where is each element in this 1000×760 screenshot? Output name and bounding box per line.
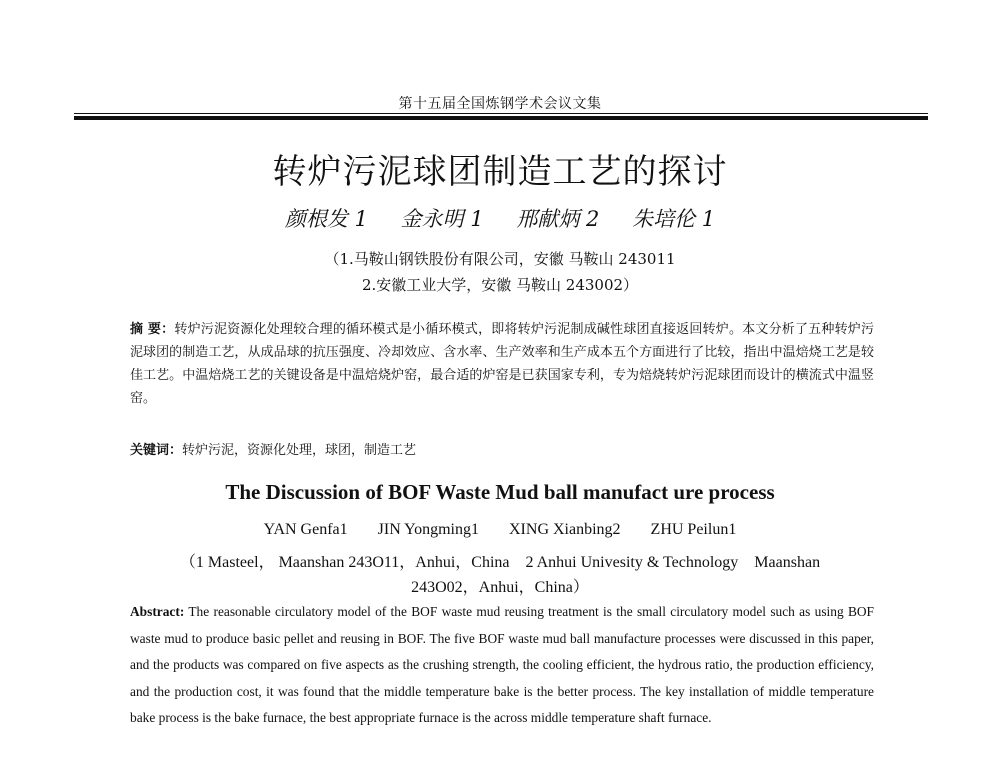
keywords-cn-text: 转炉污泥，资源化处理，球团，制造工艺: [182, 443, 417, 458]
author-en: JIN Yongming1: [377, 521, 479, 538]
abstract-cn-text: 转炉污泥资源化处理较合理的循环模式是小循环模式，即将转炉污泥制成碱性球团直接返回转炉。本文分析了五种转炉污泥球团的制造工艺，从成品球的抗压强度、冷却效应、含水率、生产效率和生产成本五个方面进行了比较，指出中温焙烧工艺是较佳工艺。中温焙烧工艺的关键设备是中温焙烧炉窑，最合适的炉窑是已获国家专利，专为焙烧转炉污泥球团而设计的横流式中温竖窑。: [130, 322, 874, 406]
abstract-en-label: Abstract:: [130, 604, 185, 619]
author-en: YAN Genfa1: [263, 521, 348, 538]
header-rule-thin: [74, 113, 928, 114]
affiliation-cn-line2: 2.安徽工业大学，安徽 马鞍山 243002）: [361, 276, 639, 294]
authors-english: [0, 521, 1000, 539]
author-cn: 邢献炳 2: [516, 207, 600, 231]
abstract-cn-label: 摘 要：: [130, 322, 175, 337]
author-cn: 金永明 1: [400, 207, 484, 231]
title-english: The Discussion of BOF Waste Mud ball manufact ure process: [225, 480, 775, 504]
affiliation-en-line2: 243O02，Anhui，China）: [411, 579, 589, 596]
authors-chinese: [0, 203, 1000, 233]
title-chinese: 转炉污泥球团制造工艺的探讨: [272, 152, 728, 192]
running-head: 第十五届全国炼钢学术会议文集: [398, 96, 602, 112]
abstract-english: [130, 599, 874, 732]
affiliation-en-line1: （1 Masteel， Maanshan 243O11，Anhui，China 2 Anhui Univesity & Technology Maanshan: [179, 554, 821, 571]
header-rule-thick: [74, 116, 928, 120]
keywords-cn-label: 关键词：: [130, 443, 183, 458]
keywords-chinese: [130, 439, 874, 462]
author-cn: 颜根发 1: [284, 207, 368, 231]
abstract-chinese: [130, 318, 874, 410]
affiliation-cn-line1: （1.马鞍山钢铁股份有限公司，安徽 马鞍山 243011: [324, 250, 676, 268]
author-en: ZHU Peilun1: [650, 521, 737, 538]
author-cn: 朱培伦 1: [632, 207, 716, 231]
abstract-en-text: The reasonable circulatory model of the BOF waste mud reusing treatment is the small circulatory model such as using BOF waste mud to produce basic pellet and reusing in BOF. The five BOF waste mud ball manufacture processes were discussed in this paper, and the products was compared on five aspects as the crushing strength, the cooling efficient, the hydrous ratio, the production efficiency, and the production cost, it was found that the middle temperature bake is the better process. The key installation of middle temperature bake process is the bake furnace, the best appropriate furnace is the across middle temperature shaft furnace.: [130, 604, 874, 725]
author-en: XING Xianbing2: [509, 521, 621, 538]
